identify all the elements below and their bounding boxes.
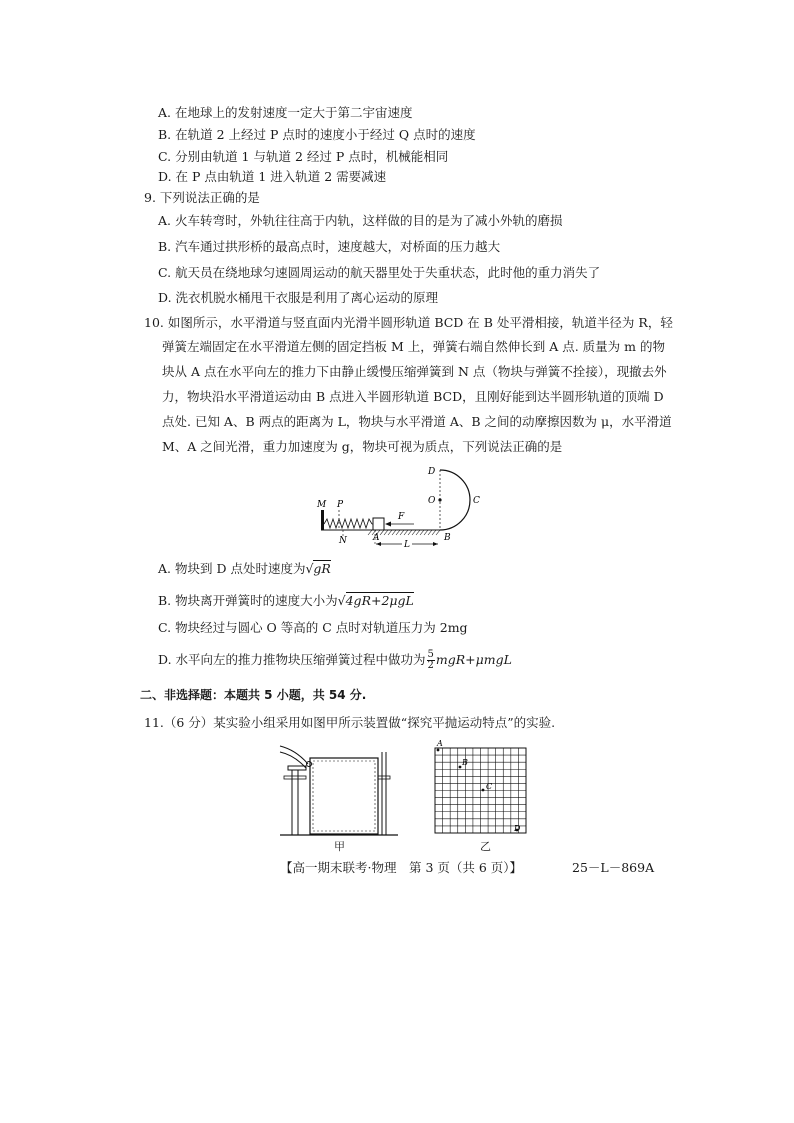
label-d: D: [428, 467, 436, 477]
label-l: L: [404, 540, 410, 550]
label-o: O: [428, 496, 436, 506]
q11-apparatus-figure: [278, 742, 403, 850]
q10-stem-line: 点处. 已知 A、B 两点的距离为 L，物块与水平滑道 A、B 之间的动摩擦因数为 μ，水平滑道: [162, 414, 672, 429]
label-m: M: [317, 500, 327, 510]
figure-label-yi: 乙: [480, 840, 491, 853]
fraction-numerator: 5: [427, 649, 434, 660]
label-p: P: [337, 500, 344, 510]
q10-option-c: C. 物块经过与圆心 O 等高的 C 点时对轨道压力为 2mg: [158, 620, 468, 635]
q10-stem-line: 块从 A 点在水平向左的推力下由静止缓慢压缩弹簧到 N 点（物块与弹簧不拴接），现撤去外: [162, 364, 667, 379]
sqrt-sign-icon: √: [337, 593, 346, 608]
q10-option-a-radicand: gR: [313, 561, 331, 576]
grid-label-a: A: [437, 739, 443, 748]
q11-grid-figure: [432, 738, 532, 842]
fraction-denominator: 2: [427, 660, 434, 671]
section-heading: 二、非选择题：本题共 5 小题，共 54 分.: [140, 688, 367, 702]
q9-option-c: C. 航天员在绕地球匀速圆周运动的航天器里处于失重状态，此时他的重力消失了: [158, 265, 601, 280]
grid-label-d: D: [514, 824, 521, 833]
q11-stem: 11.（6 分）某实验小组采用如图甲所示装置做“探究平抛运动特点”的实验.: [144, 715, 556, 730]
label-c: C: [473, 496, 480, 506]
footer-code: 25－L－869A: [572, 860, 655, 875]
q10-option-d-prefix: D. 水平向左的推力推物块压缩弹簧过程中做功为: [158, 652, 426, 667]
q8-option-d: D. 在 P 点由轨道 1 进入轨道 2 需要减速: [158, 169, 387, 184]
q10-option-b-radicand: 4gR+2μgL: [345, 593, 414, 608]
grid-label-b: B: [462, 758, 468, 767]
q8-option-a: A. 在地球上的发射速度一定大于第二宇宙速度: [158, 105, 413, 120]
q10-option-a: [158, 560, 331, 578]
label-n: N: [339, 536, 347, 546]
figure-label-jia: 甲: [334, 840, 345, 853]
q10-option-d-suffix: mgR+μmgL: [435, 652, 512, 667]
label-a: A: [373, 533, 380, 543]
label-f: F: [398, 512, 405, 522]
q9-option-d: D. 洗衣机脱水桶甩干衣服是利用了离心运动的原理: [158, 290, 439, 305]
grid-label-c: C: [486, 782, 493, 791]
q10-option-b: [158, 592, 414, 610]
sqrt-sign-icon: √: [305, 561, 314, 576]
q9-option-a: A. 火车转弯时，外轨往往高于内轨，这样做的目的是为了减小外轨的磨损: [158, 213, 563, 228]
q10-option-b-prefix: B. 物块离开弹簧时的速度大小为: [158, 593, 338, 608]
q9-option-b: B. 汽车通过拱形桥的最高点时，速度越大，对桥面的压力越大: [158, 239, 501, 254]
label-b: B: [444, 533, 451, 543]
q8-option-b: B. 在轨道 2 上经过 P 点时的速度小于经过 Q 点时的速度: [158, 127, 476, 142]
q10-stem-line: 弹簧左端固定在水平滑道左侧的固定挡板 M 上，弹簧右端自然伸长到 A 点. 质量为 m 的物: [162, 339, 665, 354]
q10-stem-line: 10. 如图所示，水平滑道与竖直面内光滑半圆形轨道 BCD 在 B 处平滑相接，轨道半径为 R，轻: [144, 315, 673, 330]
q8-option-c: C. 分别由轨道 1 与轨道 2 经过 P 点时，机械能相同: [158, 149, 449, 164]
q10-option-a-prefix: A. 物块到 D 点处时速度为: [158, 561, 306, 576]
q9-stem: 9. 下列说法正确的是: [144, 190, 260, 205]
q10-track-figure: [310, 458, 485, 553]
footer-title: 【高一期末联考·物理 第 3 页（共 6 页）】: [280, 860, 523, 875]
q10-stem-line: 力，物块沿水平滑道运动由 B 点进入半圆形轨道 BCD，且刚好能到达半圆形轨道的顶端 D: [162, 389, 664, 404]
q10-stem-line: M、A 之间光滑，重力加速度为 g，物块可视为质点，下列说法正确的是: [162, 439, 563, 454]
q10-option-d: [158, 650, 512, 671]
